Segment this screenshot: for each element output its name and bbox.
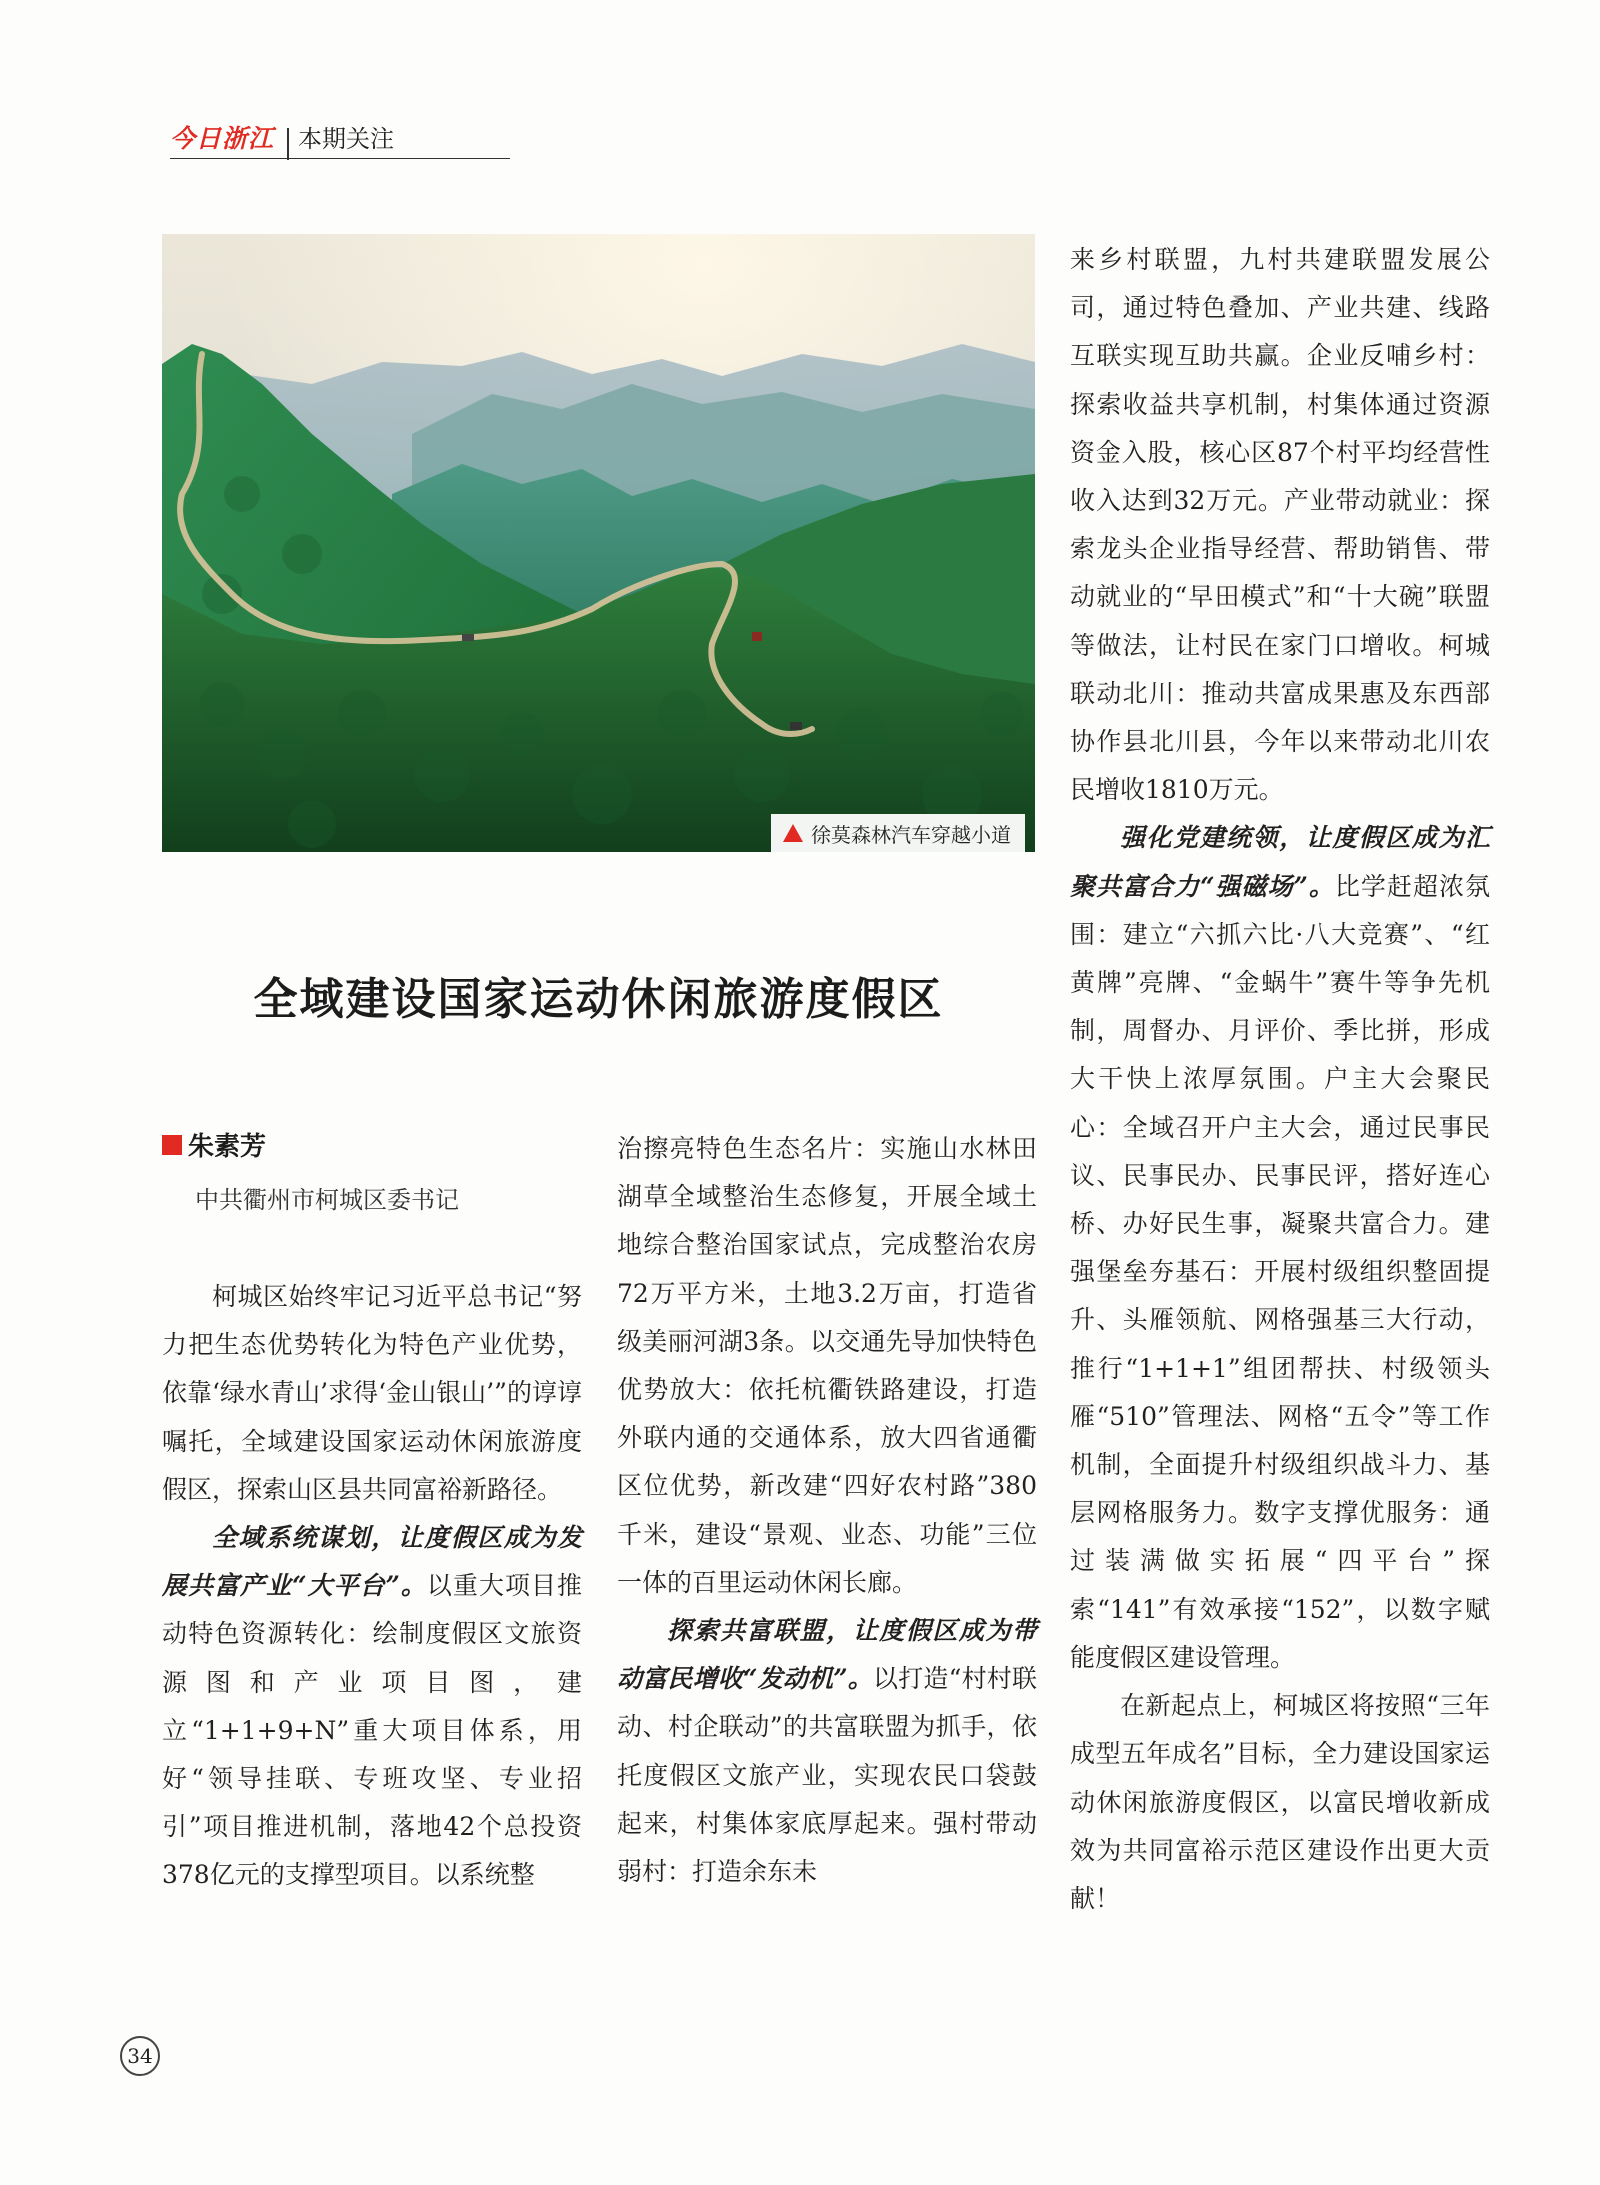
section-label: 本期关注: [298, 125, 394, 153]
paragraph-body: 比学赶超浓氛围：建立“六抓六比·八大竞赛”、“红黄牌”亮牌、“金蜗牛”赛牛等争先机制，周督办、月评价、季比拼，形成大干快上浓厚氛围。户主大会聚民心：全域召开户主大会，通过民事民议、民事民办、民事民评，搭好连心桥、办好民生事，凝聚共富合力。建强堡垒夯基石：开展村级组织整固提升、头雁领航、网格强基三大行动，推行“1+1+1”组团帮扶、村级领头雁“510”管理法、网格“五令”等工作机制，全面提升村级组织战斗力、基层网格服务力。数字支撑优服务：通过装满做实拓展“四平台”探索“141”有效承接“152”，以数字赋能度假区建设管理。: [1070, 871, 1490, 1672]
paragraph-body: 以重大项目推动特色资源转化：绘制度假区文旅资源图和产业项目图，建立“1+1+9+N”重大项目体系，用好“领导挂联、专班攻坚、专业招引”项目推进机制，落地42个总投资378亿元的支撑型项目。以系统整: [162, 1571, 582, 1890]
author-name: 朱素芳: [188, 1132, 267, 1162]
body-column-2: [617, 1125, 1037, 1896]
page-number: 34: [120, 2036, 160, 2076]
author-line: [162, 1126, 266, 1163]
header-divider: [287, 128, 289, 160]
paragraph: 柯城区始终牢记习近平总书记“努力把生态优势转化为特色产业优势，依靠‘绿水青山’求得‘金山银山’”的谆谆嘱托，全域建设国家运动休闲旅游度假区，探索山区县共同富裕新路径。: [162, 1282, 582, 1504]
triangle-marker-icon: [783, 824, 803, 842]
paragraph: 在新起点上，柯城区将按照“三年成型五年成名”目标，全力建设国家运动休闲旅游度假区，以富民增收新成效为共同富裕示范区建设作出更大贡献！: [1070, 1691, 1490, 1913]
body-column-3: [1070, 236, 1490, 1923]
article-title: 全域建设国家运动休闲旅游度假区: [253, 974, 944, 1026]
photo-caption: [771, 814, 1025, 852]
paragraph-body: 以打造“村村联动、村企联动”的共富联盟为抓手，依托度假区文旅产业，实现农民口袋鼓起来，村集体家底厚起来。强村带动弱村：打造余东未: [617, 1664, 1037, 1887]
mountain-road-photo: [162, 234, 1035, 852]
paragraph: 治擦亮特色生态名片：实施山水林田湖草全域整治生态修复，开展全域土地综合整治国家试点，完成整治农房72万平方米，土地3.2万亩，打造省级美丽河湖3条。以交通先导加快特色优势放大：依托杭衢铁路建设，打造外联内通的交通体系，放大四省通衢区位优势，新改建“四好农村路”380千米，建设“景观、业态、功能”三位一体的百里运动休闲长廊。: [617, 1134, 1037, 1597]
section-lead: 全域系统谋划，让度假区成为发展共富产业“大平台”。: [162, 1523, 582, 1601]
mountain-landscape-image: [162, 234, 1035, 852]
red-square-marker-icon: [162, 1135, 182, 1155]
section-lead: 强化党建统领，让度假区成为汇聚共富合力“强磁场”。: [1070, 823, 1490, 901]
paragraph: [617, 1607, 1037, 1896]
body-column-1: [162, 1273, 582, 1900]
paragraph: [162, 1514, 582, 1900]
paragraph: 来乡村联盟，九村共建联盟发展公司，通过特色叠加、产业共建、线路互联实现互助共赢。企业反哺乡村：探索收益共享机制，村集体通过资源资金入股，核心区87个村平均经营性收入达到32万元。产业带动就业：探索龙头企业指导经营、帮助销售、带动就业的“早田模式”和“十大碗”联盟等做法，让村民在家门口增收。柯城联动北川：推动共富成果惠及东西部协作县北川县，今年以来带动北川农民增收1810万元。: [1070, 245, 1490, 805]
section-lead: 探索共富联盟，让度假区成为带动富民增收“发动机”。: [617, 1616, 1037, 1694]
page-header: [170, 124, 510, 159]
author-role: 中共衢州市柯城区委书记: [195, 1186, 459, 1214]
caption-text: 徐莫森林汽车穿越小道: [811, 822, 1011, 847]
paragraph: [1070, 814, 1490, 1682]
magazine-logo: 今日浙江: [170, 124, 275, 153]
